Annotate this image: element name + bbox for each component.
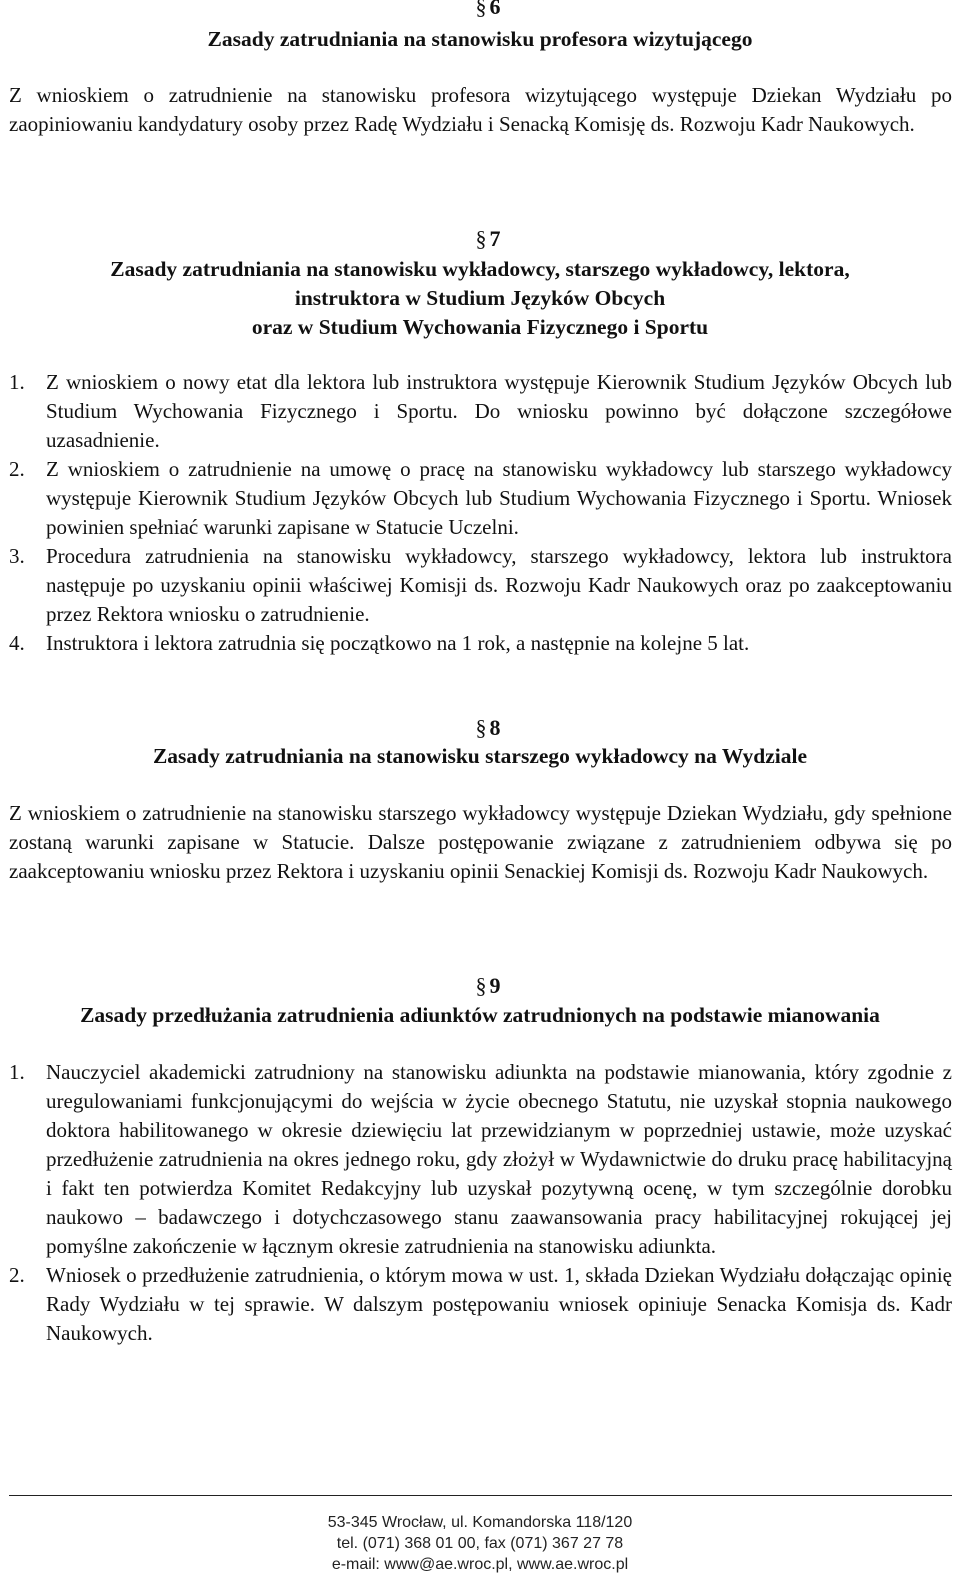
section-8-heading-number	[0, 715, 960, 741]
section-9-title: Zasady przedłużania zatrudnienia adiunktów zatrudnionych na podstawie mianowania	[80, 1003, 880, 1027]
section-symbol: §	[475, 0, 487, 19]
section-8-title: Zasady zatrudniania na stanowisku starszego wykładowcy na Wydziale	[152, 744, 808, 768]
section-number: 6	[489, 0, 501, 19]
section-7-title	[0, 255, 960, 342]
section-9-list	[9, 1058, 952, 1348]
list-item-number: 1.	[9, 370, 25, 394]
list-item	[9, 1058, 952, 1261]
section-symbol: §	[475, 715, 487, 740]
list-item-number: 3.	[9, 544, 25, 568]
list-item	[9, 455, 952, 542]
section-9-heading-number	[0, 973, 960, 999]
section-symbol: §	[475, 973, 487, 998]
section-7-title-line: Zasady zatrudniania na stanowisku wykładowcy, starszego wykładowcy, lektora,	[110, 257, 850, 281]
list-item	[9, 629, 952, 658]
footer-address: 53-345 Wrocław, ul. Komandorska 118/120	[327, 1514, 633, 1531]
section-6-title: Zasady zatrudniania na stanowisku profesora wizytującego	[207, 27, 753, 51]
list-item-text: Procedura zatrudnienia na stanowisku wykładowcy, starszego wykładowcy, lektora lub instruktora następuje po uzyskaniu opinii właściwej Komisji ds. Rozwoju Kadr Naukowych oraz po zaakceptowaniu przez Rektora wniosku o zatrudnienie.	[46, 544, 952, 626]
list-item	[9, 542, 952, 629]
footer	[0, 1512, 960, 1575]
list-item-number: 2.	[9, 1263, 25, 1287]
section-8-body: Z wnioskiem o zatrudnienie na stanowisku starszego wykładowcy występuje Dziekan Wydziału, gdy spełnione zostaną warunki zapisane w Statucie. Dalsze postępowanie związane z zatrudnieniem odbywa się po zaakceptowaniu wniosku przez Rektora i uzyskaniu opinii Senackiej Komisji ds. Rozwoju Kadr Naukowych.	[9, 801, 952, 883]
list-item	[9, 368, 952, 455]
list-item	[9, 1261, 952, 1348]
section-number: 7	[489, 226, 501, 251]
list-item-number: 1.	[9, 1060, 25, 1084]
list-item-text: Instruktora i lektora zatrudnia się początkowo na 1 rok, a następnie na kolejne 5 lat.	[46, 631, 750, 655]
section-symbol: §	[475, 226, 487, 251]
section-number: 9	[489, 973, 501, 998]
footer-divider	[9, 1495, 952, 1496]
footer-web: e-mail: www@ae.wroc.pl, www.ae.wroc.pl	[331, 1556, 629, 1573]
section-number: 8	[489, 715, 501, 740]
section-7-heading-number	[0, 226, 960, 252]
footer-phone: tel. (071) 368 01 00, fax (071) 367 27 78	[336, 1535, 624, 1552]
section-7-title-line: oraz w Studium Wychowania Fizycznego i Sportu	[251, 315, 709, 339]
section-6-heading-number	[0, 0, 960, 20]
list-item-text: Wniosek o przedłużenie zatrudnienia, o którym mowa w ust. 1, składa Dziekan Wydziału dołączając opinię Rady Wydziału w tej sprawie. W dalszym postępowaniu wniosek opiniuje Senacka Komisja ds. Kadr Naukowych.	[46, 1263, 952, 1345]
list-item-text: Z wnioskiem o nowy etat dla lektora lub instruktora występuje Kierownik Studium Języków Obcych lub Studium Wychowania Fizycznego i Sportu. Do wniosku powinno być dołączone szczegółowe uzasadnienie.	[46, 370, 952, 452]
section-7-list	[9, 368, 952, 658]
list-item-number: 4.	[9, 631, 25, 655]
list-item-text: Z wnioskiem o zatrudnienie na umowę o pracę na stanowisku wykładowcy lub starszego wykładowcy występuje Kierownik Studium Języków Obcych lub Studium Wychowania Fizycznego i Sportu. Wniosek powinien spełniać warunki zapisane w Statucie Uczelni.	[46, 457, 952, 539]
list-item-number: 2.	[9, 457, 25, 481]
list-item-text: Nauczyciel akademicki zatrudniony na stanowisku adiunkta na podstawie mianowania, który zgodnie z uregulowaniami funkcjonującymi do wejścia w życie obecnego Statutu, nie uzyskał stopnia naukowego doktora habilitowanego w okresie dziewięciu lat przewidzianym w poprzedniej ustawie, może uzyskać przedłużenie zatrudnienia na okres jednego roku, gdy złożył w Wydawnictwie do druku pracę habilitacyjną i fakt ten potwierdza Komitet Redakcyjny lub uzyskał pozytywną ocenę, w tym szczególnie dorobku naukowo – badawczego i dotychczasowego stanu zaawansowania pracy habilitacyjnej rokującej jej pomyślne zakończenie w łącznym okresie zatrudnienia na stanowisku adiunkta.	[46, 1060, 952, 1258]
section-7-title-line: instruktora w Studium Języków Obcych	[294, 286, 666, 310]
section-6-body: Z wnioskiem o zatrudnienie na stanowisku profesora wizytującego występuje Dziekan Wydziału po zaopiniowaniu kandydatury osoby przez Radę Wydziału i Senacką Komisję ds. Rozwoju Kadr Naukowych.	[9, 83, 952, 136]
